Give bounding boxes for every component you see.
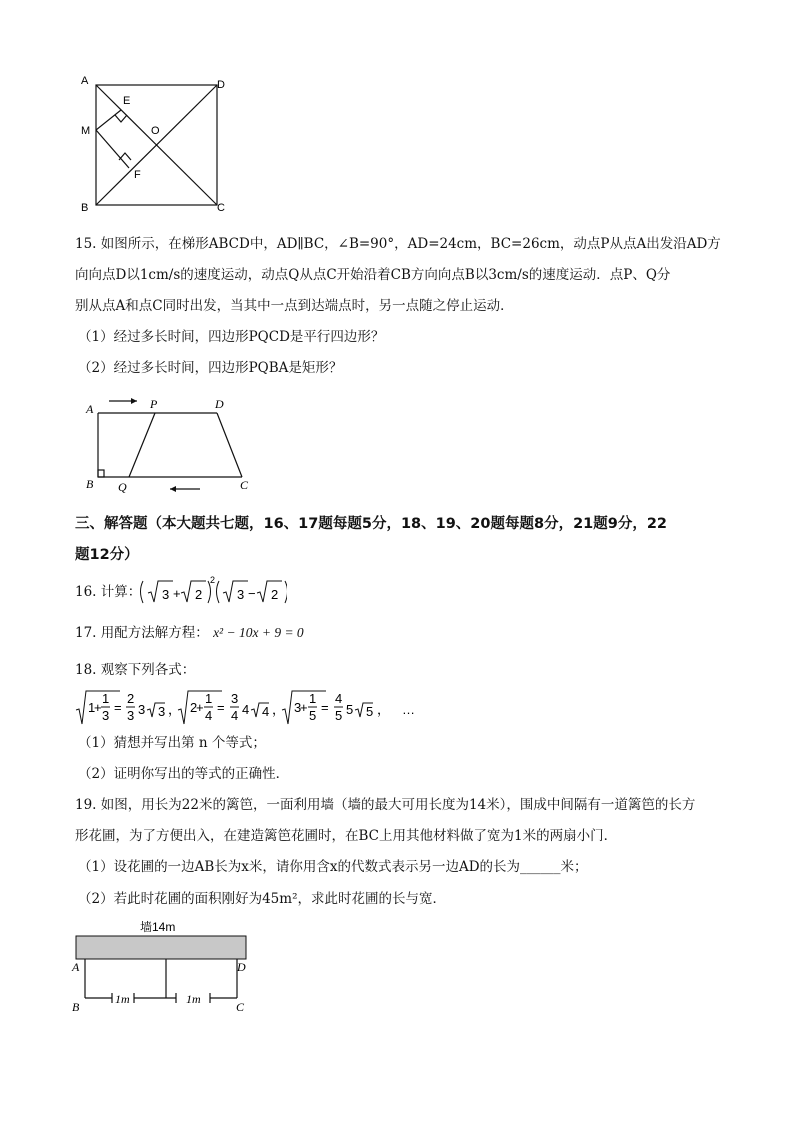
svg-text:4: 4 xyxy=(242,702,250,717)
svg-text:5: 5 xyxy=(366,704,374,719)
svg-text:1: 1 xyxy=(309,691,317,706)
svg-text:=: = xyxy=(321,700,329,715)
q17-label-text: 17. 用配方法解方程： xyxy=(75,625,209,641)
q18-ellipsis: … xyxy=(402,702,415,717)
trapezoid-figure xyxy=(82,393,257,493)
q17-equation: x² − 10x + 9 = 0 xyxy=(213,625,304,640)
svg-text:+: + xyxy=(196,700,204,715)
q15-line1: 15. 如图所示，在梯形ABCD中，AD∥BC，∠B=90°，AD=24cm，BC=26cm，动点P从点A出发沿AD方 xyxy=(75,236,721,252)
svg-text:−: − xyxy=(248,586,256,601)
q16-expression xyxy=(137,573,287,609)
svg-text:+: + xyxy=(173,586,181,601)
garden-figure xyxy=(68,915,258,1015)
q19-sub1: （1）设花圃的一边AB长为x米，请你用含x的代数式表示另一边AD的长为______米； xyxy=(78,859,588,875)
svg-text:5: 5 xyxy=(309,708,317,723)
q19-line1: 19. 如图，用长为22米的篱笆，一面利用墙（墙的最大可用长度为14米），围成中间隔有一道篱笆的长方 xyxy=(75,797,696,813)
label-m: M xyxy=(81,125,91,137)
trap-label-a: A xyxy=(86,402,94,416)
gate-label-1: 1m xyxy=(115,992,130,1006)
trap-label-c: C xyxy=(240,478,249,492)
svg-text:2: 2 xyxy=(127,691,135,706)
gate-label-2: 1m xyxy=(186,992,201,1006)
label-e: E xyxy=(123,95,131,107)
svg-text:+: + xyxy=(94,700,102,715)
q18-sub1: （1）猜想并写出第 n 个等式； xyxy=(78,735,266,751)
svg-text:3: 3 xyxy=(294,700,302,715)
svg-text:3: 3 xyxy=(158,704,166,719)
svg-text:1: 1 xyxy=(102,691,110,706)
q15-sub2: （2）经过多长时间，四边形PQBA是矩形？ xyxy=(78,360,343,376)
q17-label xyxy=(75,623,724,643)
svg-text:4: 4 xyxy=(262,704,270,719)
svg-text:3: 3 xyxy=(237,587,245,602)
label-d: D xyxy=(217,79,225,91)
svg-text:3: 3 xyxy=(162,587,170,602)
trap-label-d: D xyxy=(215,397,224,411)
svg-text:2: 2 xyxy=(271,587,279,602)
q18-sub2: （2）证明你写出的等式的正确性． xyxy=(78,766,290,782)
section3-heading-line1: 三、解答题（本大题共七题，16、17题每题5分，18、19、20题每题8分，21题9分，22 xyxy=(75,516,668,532)
svg-text:5: 5 xyxy=(335,708,343,723)
svg-text:2: 2 xyxy=(190,700,198,715)
svg-text:+: + xyxy=(300,700,308,715)
label-o: O xyxy=(151,125,160,137)
svg-text:3: 3 xyxy=(231,691,239,706)
svg-text:，: ， xyxy=(168,702,182,717)
svg-text:1: 1 xyxy=(88,700,96,715)
svg-text:，: ， xyxy=(272,702,286,717)
svg-text:=: = xyxy=(217,700,225,715)
svg-text:3: 3 xyxy=(138,702,146,717)
svg-text:4: 4 xyxy=(335,691,343,706)
label-c: C xyxy=(217,202,225,214)
garden-label-a: A xyxy=(72,960,80,974)
svg-text:=: = xyxy=(114,700,122,715)
svg-text:5: 5 xyxy=(346,702,354,717)
svg-text:2: 2 xyxy=(195,587,203,602)
q15-line3: 别从点A和点C同时出发，当其中一点到达端点时，另一点随之停止运动． xyxy=(75,298,514,314)
svg-text:，: ， xyxy=(377,702,391,717)
trap-label-b: B xyxy=(86,477,94,491)
trap-label-p: P xyxy=(150,397,158,411)
q19-sub2: （2）若此时花圃的面积刚好为45m²，求此时花圃的长与宽． xyxy=(78,891,446,907)
wall-label: 墙14m xyxy=(140,920,176,934)
q16-label: 16. 计算： xyxy=(75,584,142,600)
trap-label-q: Q xyxy=(118,480,127,493)
garden-label-d: D xyxy=(237,960,246,974)
q19-line2: 形花圃，为了方便出入，在建造篱笆花圃时，在BC上用其他材料做了宽为1米的两扇小门． xyxy=(75,828,618,844)
svg-text:3: 3 xyxy=(127,708,135,723)
q18-label: 18. 观察下列各式： xyxy=(75,662,196,678)
q18-formulas xyxy=(74,688,434,728)
svg-text:1: 1 xyxy=(205,691,213,706)
section3-heading-line2: 题12分） xyxy=(75,547,139,563)
garden-label-c: C xyxy=(236,1000,245,1014)
svg-text:2: 2 xyxy=(210,575,216,585)
square-figure xyxy=(75,72,235,217)
label-f: F xyxy=(134,169,141,181)
svg-text:4: 4 xyxy=(231,708,239,723)
garden-label-b: B xyxy=(72,1000,80,1014)
svg-text:4: 4 xyxy=(205,708,213,723)
q15-line2: 向向点D以1cm/s的速度运动，动点Q从点C开始沿着CB方向向点B以3cm/s的速度运动．点P、Q分 xyxy=(75,267,671,283)
label-a: A xyxy=(81,75,89,87)
q15-sub1: （1）经过多长时间，四边形PQCD是平行四边形？ xyxy=(78,329,385,345)
svg-text:3: 3 xyxy=(102,708,110,723)
label-b: B xyxy=(81,202,89,214)
